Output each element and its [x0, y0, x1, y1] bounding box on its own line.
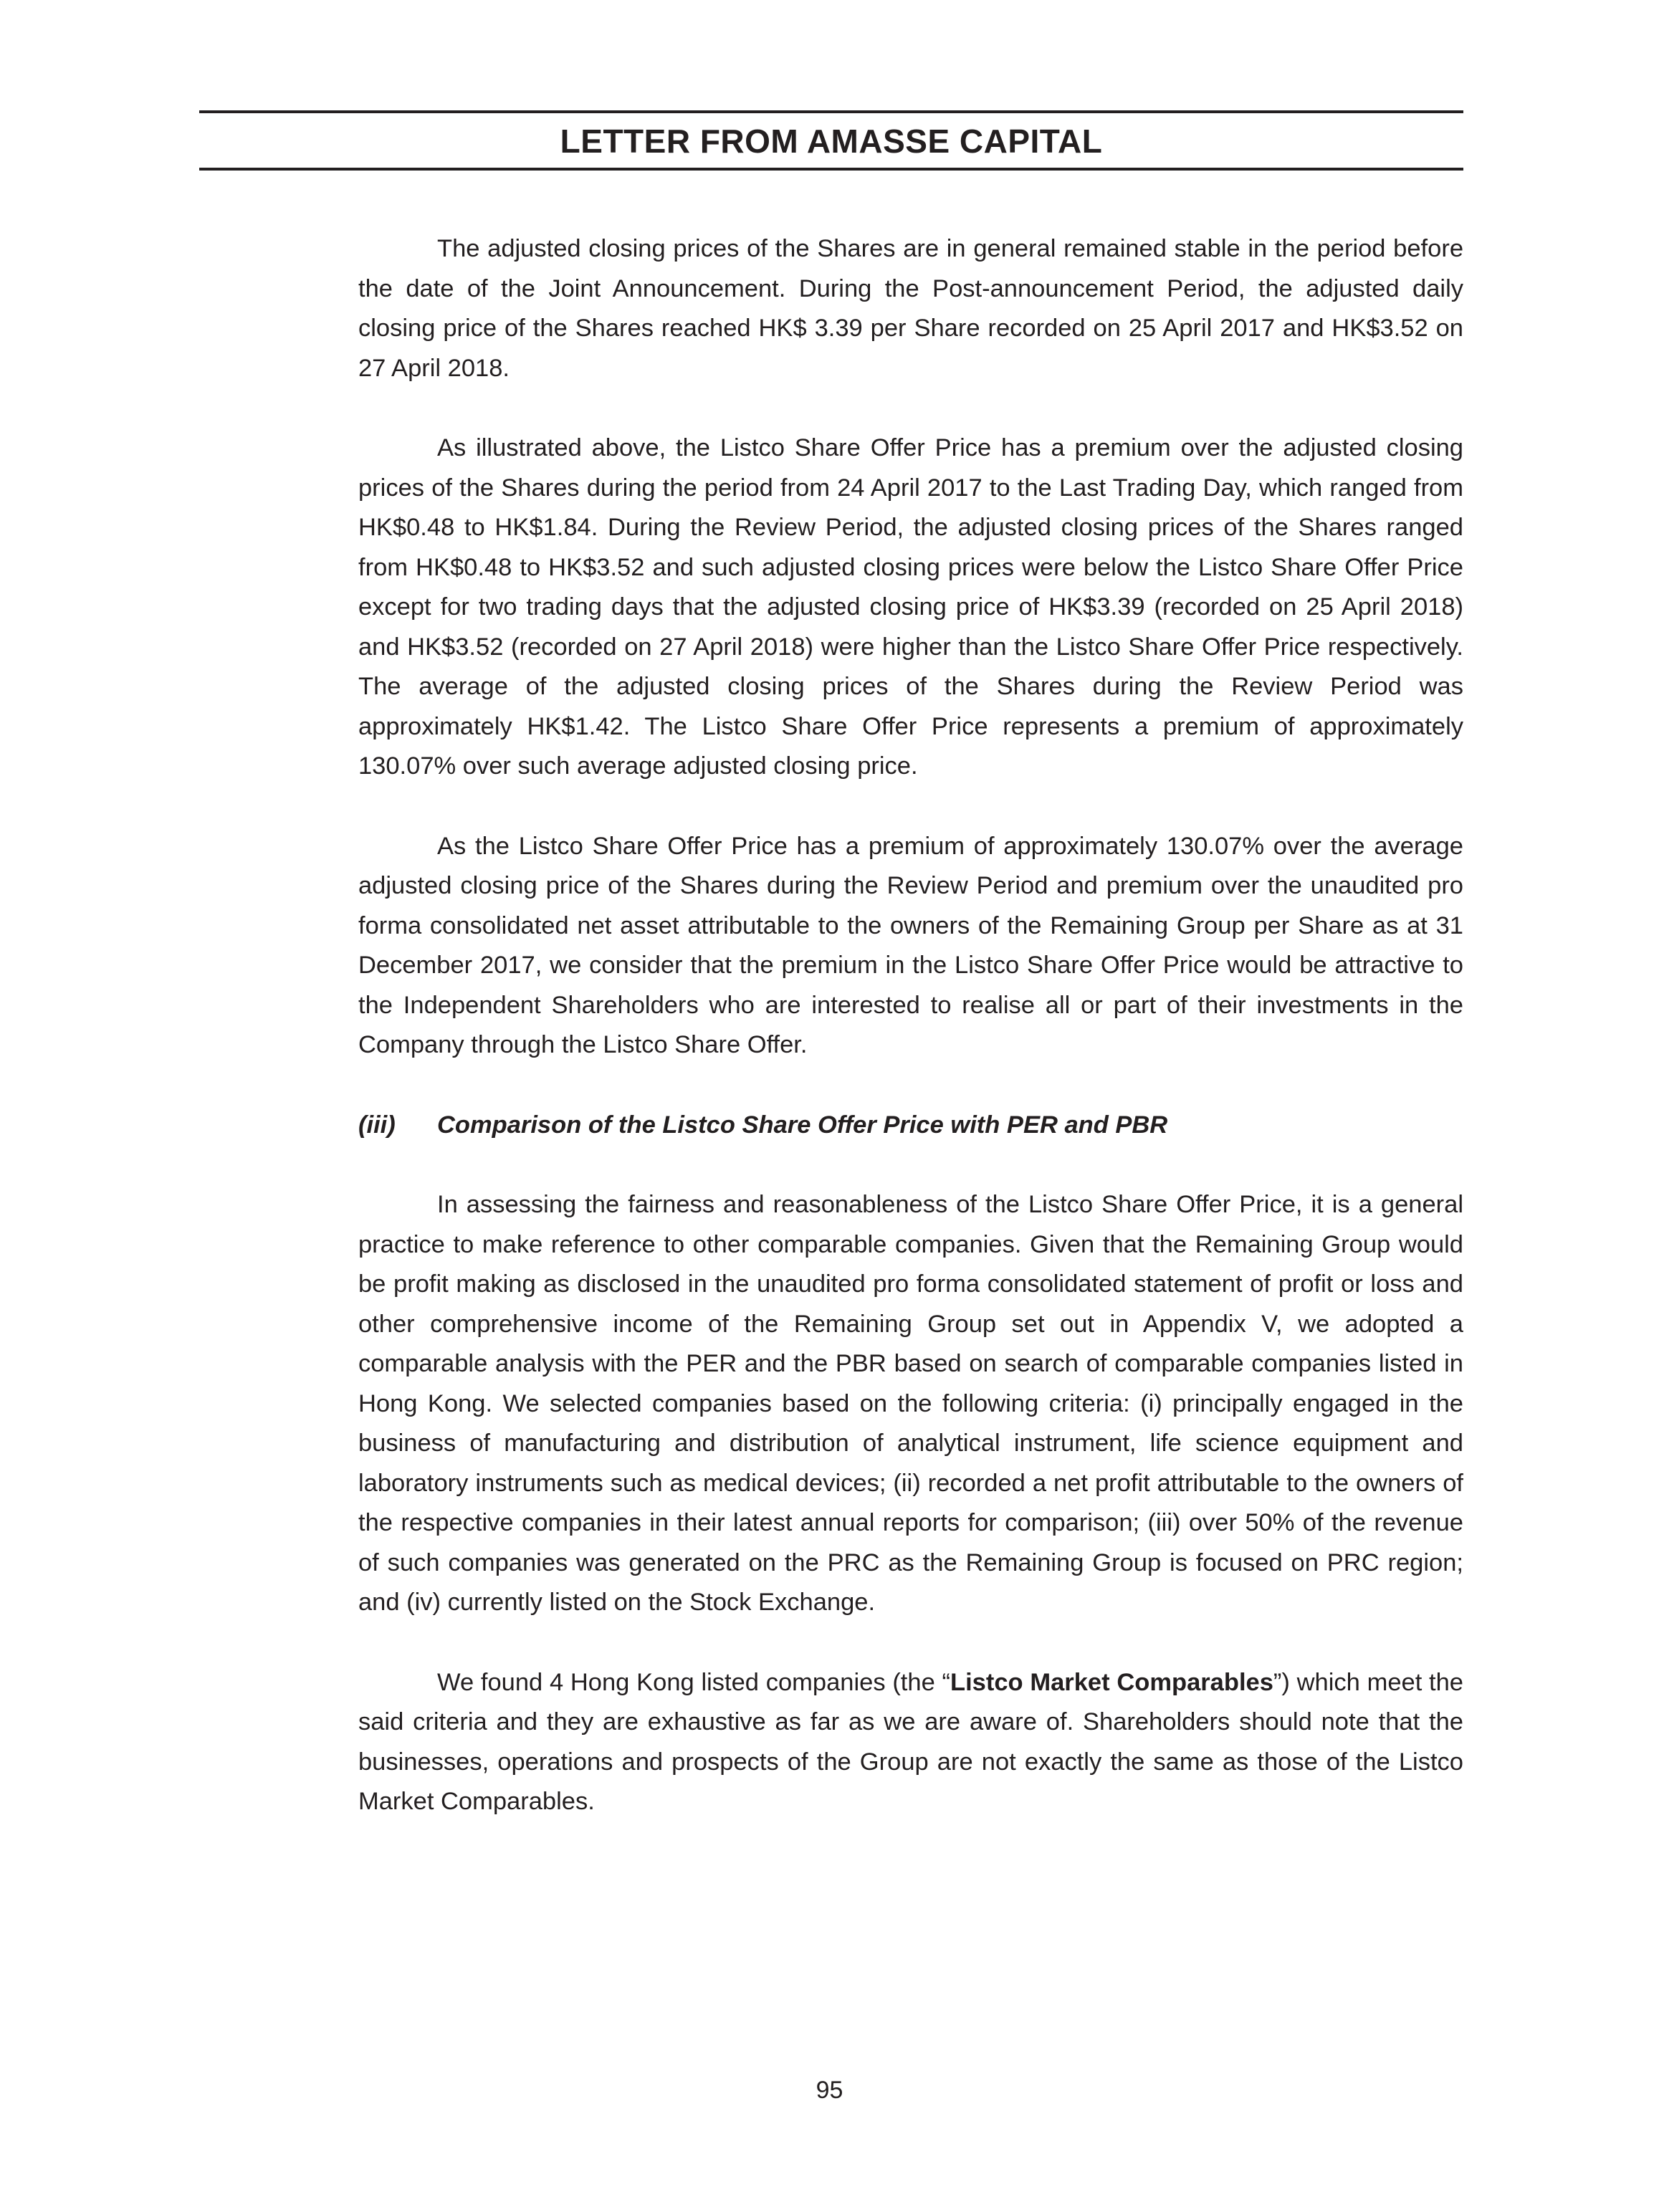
page-title: LETTER FROM AMASSE CAPITAL — [560, 123, 1103, 160]
letter-body — [358, 229, 1463, 1862]
paragraph-attractiveness: As the Listco Share Offer Price has a premium of approximately 130.07% over the average adjusted closing price of the Shares during the Review Period and premium over the unaudited pro forma consolidated net asset attributable to the owners of the Remaining Group per Share as at 31 December 2017, we consider that the premium in the Listco Share Offer Price would be attractive to the Independent Shareholders who are interested to realise all or part of their investments in the Company through the Listco Share Offer. — [358, 832, 1463, 1058]
defined-term: Listco Market Comparables — [950, 1668, 1273, 1696]
paragraph-premium-analysis: As illustrated above, the Listco Share Offer Price has a premium over the adjusted closing prices of the Shares during the period from 24 April 2017 to the Last Trading Day, which ranged from HK$0.48 to HK$1.84. During the Review Period, the adjusted closing prices of the Shares ranged from HK$0.48 to HK$3.52 and such adjusted closing prices were below the Listco Share Offer Price except for two trading days that the adjusted closing price of HK$3.39 (recorded on 25 April 2018) and HK$3.52 (recorded on 27 April 2018) were higher than the Listco Share Offer Price respectively. The average of the adjusted closing prices of the Shares during the Review Period was approximately HK$1.42. The Listco Share Offer Price represents a premium of approximately 130.07% over such average adjusted closing price. — [358, 434, 1463, 780]
section-heading — [358, 1106, 1463, 1146]
page-number: 95 — [816, 2077, 843, 2104]
page-header — [199, 110, 1463, 171]
paragraph-closing-prices: The adjusted closing prices of the Shares are in general remained stable in the period before the date of the Joint Announcement. During the Post-announcement Period, the adjusted daily closing price of the Shares reached HK$ 3.39 per Share recorded on 25 April 2017 and HK$3.52 on 27 April 2018. — [358, 235, 1463, 382]
section-number: (iii) — [358, 1111, 396, 1139]
paragraph-market-comparables — [358, 1663, 1463, 1822]
text-run: ”) which meet the said criteria and they are exhaustive as far as we are aware of. Shareholders should note that the businesses, operations and prospects of the Group are not exactly the same as those of the Listco Market Comparables. — [358, 1668, 1463, 1815]
paragraph-comparable-criteria: In assessing the fairness and reasonableness of the Listco Share Offer Price, it is a general practice to make reference to other comparable companies. Given that the Remaining Group would be profit making as disclosed in the unaudited pro forma consolidated statement of profit or loss and other comprehensive income of the Remaining Group set out in Appendix V, we adopted a comparable analysis with the PER and the PBR based on search of comparable companies listed in Hong Kong. We selected companies based on the following criteria: (i) principally engaged in the business of manufacturing and distribution of analytical instrument, life science equipment and laboratory instruments such as medical devices; (ii) recorded a net profit attributable to the owners of the respective companies in their latest annual reports for comparison; (iii) over 50% of the revenue of such companies was generated on the PRC as the Remaining Group is focused on PRC region; and (iv) currently listed on the Stock Exchange. — [358, 1191, 1463, 1616]
section-title: Comparison of the Listco Share Offer Price with PER and PBR — [437, 1111, 1168, 1139]
text-run: We found 4 Hong Kong listed companies (the “ — [437, 1668, 951, 1696]
